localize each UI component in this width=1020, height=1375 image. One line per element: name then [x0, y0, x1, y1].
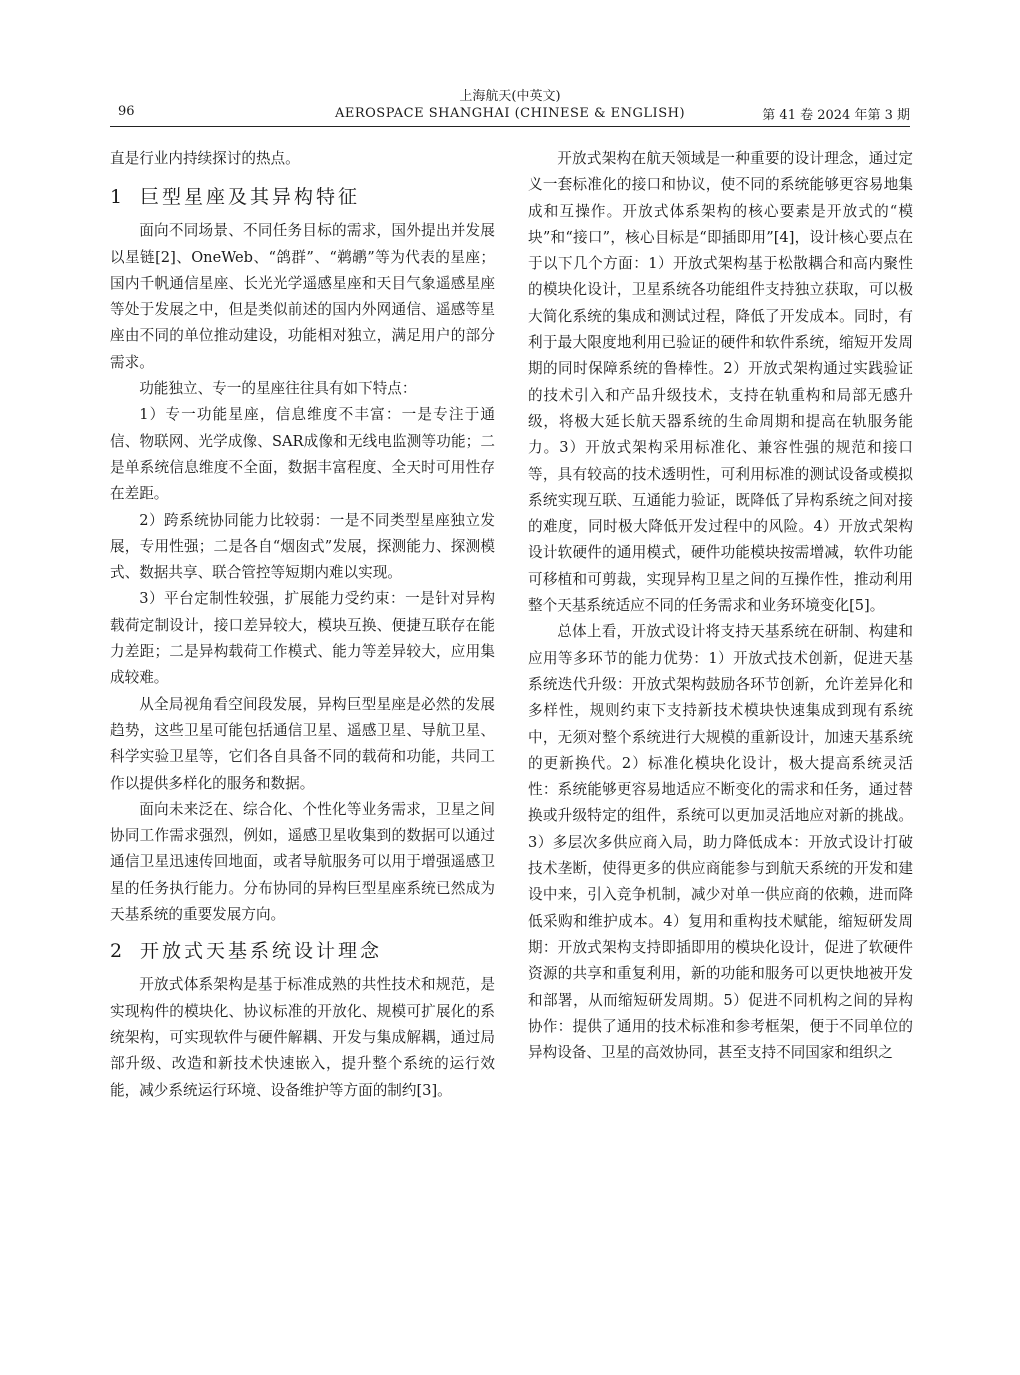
section-heading-1 — [110, 184, 495, 210]
header-rule — [110, 126, 910, 127]
paragraph: 面向不同场景、不同任务目标的需求，国外提出并发展以星链[2]、OneWeb、“鸽群”、“鹈鹕”等为代表的星座；国内千帆通信星座、长光光学遥感星座和天目气象遥感星座等处于发展之中，但是类似前述的国内外网通信、遥感等星座由不同的单位推动建设，功能相对独立，满足用户的部分需求。 — [110, 222, 495, 371]
paragraph: 从全局视角看空间段发展，异构巨型星座是必然的发展趋势，这些卫星可能包括通信卫星、遥感卫星、导航卫星、科学实验卫星等，它们各自具备不同的载荷和功能，共同工作以提供多样化的服务和数据。 — [110, 695, 495, 792]
section-title: 巨型星座及其异构特征 — [140, 186, 361, 209]
paragraph: 总体上看，开放式设计将支持天基系统在研制、构建和应用等多环节的能力优势：1）开放式技术创新，促进天基系统迭代升级：开放式架构鼓励各环节创新，允许差异化和多样性，规则约束下支持新技术模块快速集成到现有系统中，无须对整个系统进行大规模的重新设计，加速天基系统的更新换代。2）标准化模块化设计，极大提高系统灵活性：系统能够更容易地适应不断变化的需求和任务，通过替换或升级特定的组件，系统可以更加灵活地应对新的挑战。3）多层次多供应商入局，助力降低成本：开放式设计打破技术垄断，使得更多的供应商能参与到航天系统的开发和建设中来，引入竞争机制，减少对单一供应商的依赖，进而降低采购和维护成本。4）复用和重构技术赋能，缩短研发周期：开放式架构支持即插即用的模块化设计，促进了软硬件资源的共享和重复利用，新的功能和服务可以更快地被开发和部署，从而缩短研发周期。5）促进不同机构之间的异构协作：提供了通用的技术标准和参考框架，便于不同单位的异构设备、卫星的高效协同，甚至支持不同国家和组织之 — [528, 623, 913, 1062]
paragraph: 面向未来泛在、综合化、个性化等业务需求，卫星之间协同工作需求强烈，例如，遥感卫星收集到的数据可以通过通信卫星迅速传回地面，或者导航服务可以用于增强遥感卫星的任务执行能力。分布协同的异构巨型星座系统已然成为天基系统的重要发展方向。 — [110, 800, 495, 924]
journal-title-en: AEROSPACE SHANGHAI (CHINESE & ENGLISH) — [334, 106, 686, 121]
section-heading-2 — [110, 938, 495, 964]
paragraph: 直是行业内持续探讨的热点。 — [110, 150, 300, 167]
section-number: 2 — [110, 940, 123, 963]
left-column — [110, 146, 495, 1104]
paragraph: 1）专一功能星座，信息维度不丰富：一是专注于通信、物联网、光学成像、SAR成像和无线电监测等功能；二是单系统信息维度不全面，数据丰富程度、全天时可用性存在差距。 — [110, 406, 495, 503]
paragraph: 开放式体系架构是基于标准成熟的共性技术和规范，是实现构件的模块化、协议标准的开放化、规模可扩展化的系统架构，可实现软件与硬件解耦、开发与集成解耦，通过局部升级、改造和新技术快速嵌入，提升整个系统的运行效能，减少系统运行环境、设备维护等方面的制约[3]。 — [110, 976, 495, 1099]
section-number: 1 — [110, 186, 123, 209]
page-number: 96 — [118, 104, 135, 119]
section-title: 开放式天基系统设计理念 — [140, 940, 383, 963]
right-column — [528, 146, 913, 1066]
paragraph: 开放式架构在航天领域是一种重要的设计理念，通过定义一套标准化的接口和协议，使不同的系统能够更容易地集成和互操作。开放式体系架构的核心要素是开放式的“模块”和“接口”，核心目标是“即插即用”[4]，设计核心要点在于以下几个方面：1）开放式架构基于松散耦合和高内聚性的模块化设计，卫星系统各功能组件支持独立获取，可以极大简化系统的集成和测试过程，降低了开发成本。同时，有利于最大限度地利用已验证的硬件和软件系统，缩短开发周期的同时保障系统的鲁棒性。2）开放式架构通过实践验证的技术引入和产品升级技术，支持在轨重构和局部无感升级，将极大延长航天器系统的生命周期和提高在轨服务能力。3）开放式架构采用标准化、兼容性强的规范和接口等，具有较高的技术透明性，可利用标准的测试设备或模拟系统实现互联、互通能力验证，既降低了异构系统之间对接的难度，同时极大降低开发过程中的风险。4）开放式架构设计软硬件的通用模式，硬件功能模块按需增减，软件功能可移植和可剪裁，实现异构卫星之间的互操作性，推动利用整个天基系统适应不同的任务需求和业务环境变化[5]。 — [528, 150, 913, 615]
paragraph: 2）跨系统协同能力比较弱：一是不同类型星座独立发展，专用性强；二是各自“烟囱式”发展，探测能力、探测模式、数据共享、联合管控等短期内难以实现。 — [110, 511, 495, 582]
paragraph: 功能独立、专一的星座往往具有如下特点： — [139, 380, 417, 398]
paragraph: 3）平台定制性较强，扩展能力受约束：一是针对异构载荷定制设计，接口差异较大，模块互换、便捷互联存在能力差距；二是异构载荷工作模式、能力等差异较大，应用集成较难。 — [110, 590, 495, 687]
journal-title-cn: 上海航天(中英文) — [459, 89, 561, 104]
issue-info: 第 41 卷 2024 年第 3 期 — [762, 108, 910, 123]
